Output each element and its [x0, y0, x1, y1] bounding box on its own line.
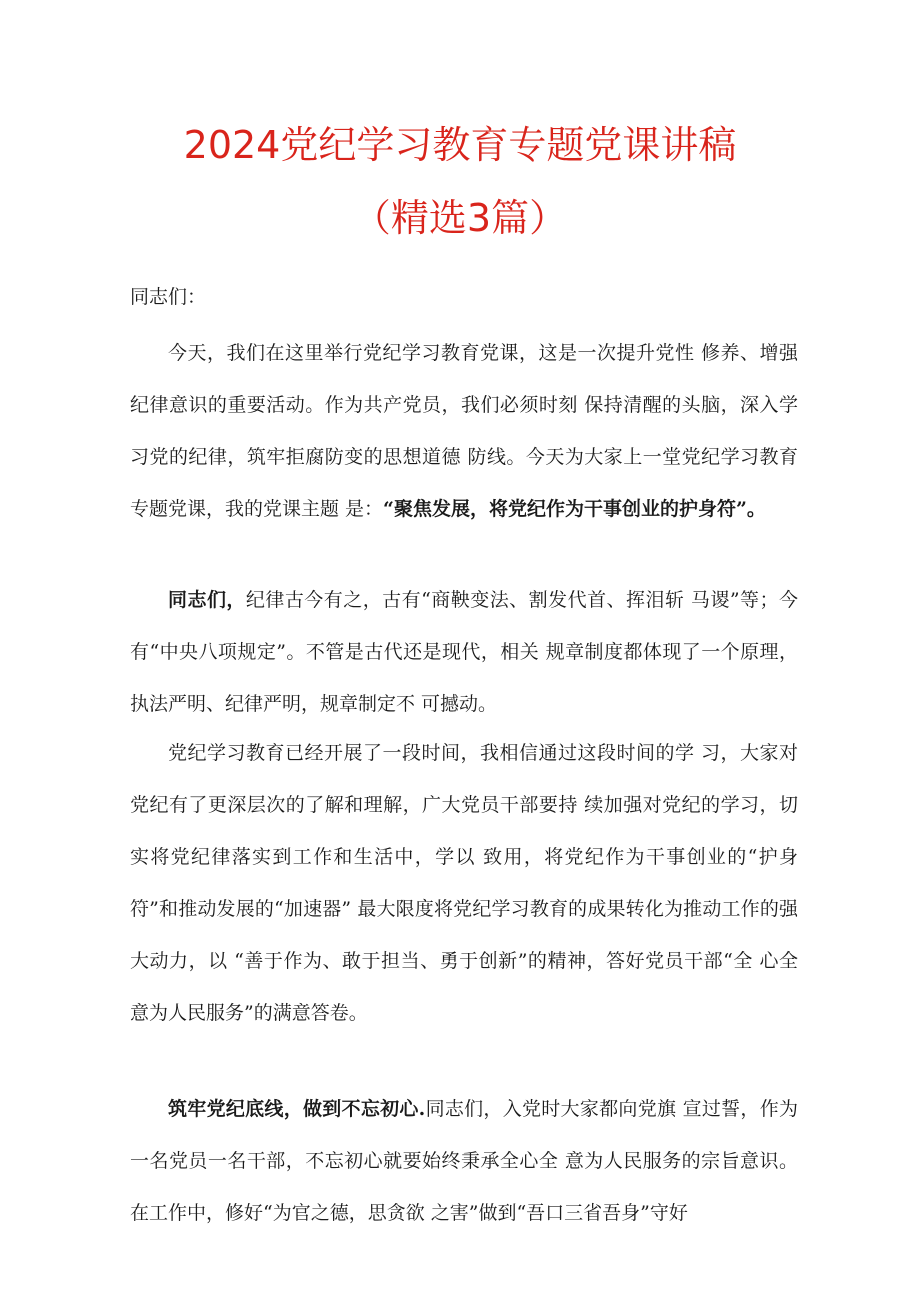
paragraph-4-heading: 筑牢党纪底线，做到不忘初心.	[168, 1098, 426, 1120]
paragraph-2-lead: 同志们，	[168, 589, 246, 611]
paragraph-1-text: 今天，我们在这里举行党纪学习教育党课，这是一次提升党性 修养、增强纪律意识的重要活动。作为共产党员，我们必须时刻 保持清醒的头脑，深入学习党的纪律，筑牢拒腐防变的思想道德 防线。今天为大家上一堂党纪学习教育专题党课，我的党课主题 是：	[130, 342, 798, 520]
salutation: 同志们：	[130, 286, 207, 308]
paragraph-3	[130, 727, 798, 1039]
paragraph-1	[130, 327, 798, 535]
paragraph-4-text: 同志们，入党时大家都向党旗 宣过誓，作为一名党员一名干部，不忘初心就要始终秉承全心全 意为人民服务的宗旨意识。在工作中，修好“为官之德，思贪欲 之害”做到“吾口三省吾身”守好	[130, 1098, 798, 1224]
paragraph-4	[130, 1083, 798, 1239]
paragraph-1-theme: “聚焦发展，将党纪作为干事创业的护身符”。	[383, 498, 766, 520]
paragraph-3-text: 党纪学习教育已经开展了一段时间，我相信通过这段时间的学 习，大家对党纪有了更深层次的了解和理解，广大党员干部要持 续加强对党纪的学习，切实将党纪律落实到工作和生活中，学以 致用，将党纪作为干事创业的“护身符”和推动发展的“加速器” 最大限度将党纪学习教育的成果转化为推动工作的强大动力，以 “善于作为、敢于担当、勇于创新”的精神，答好党员干部“全 心全意为人民服务”的满意答卷。	[130, 742, 798, 1024]
paragraph-2-text: 纪律古今有之，古有“商鞅变法、割发代首、挥泪斩 马谡”等；今有“中央八项规定”。不管是古代还是现代，相关 规章制度都体现了一个原理，执法严明、纪律严明，规章制定不 可撼动。	[130, 589, 798, 715]
paragraph-2	[130, 574, 798, 730]
document-subtitle: （精选3篇）	[352, 196, 568, 240]
document-title: 2024党纪学习教育专题党课讲稿	[183, 123, 737, 167]
